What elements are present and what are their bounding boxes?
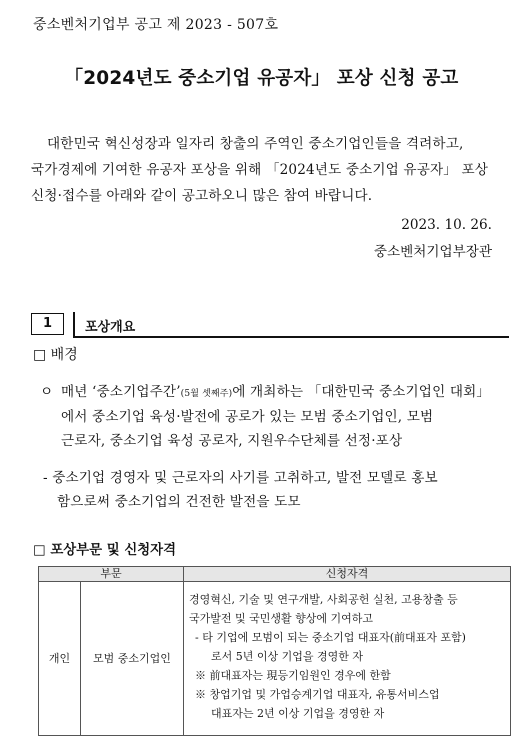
row-subcategory: 모범 중소기업인 — [81, 582, 184, 736]
criteria-line: - 타 기업에 모범이 되는 중소기업 대표자(前대표자 포함) — [195, 631, 466, 644]
header-category: 부문 — [39, 567, 184, 582]
bullet-line-2: 에서 중소기업 육성·발전에 공로가 있는 모범 중소기업인, 모범 — [61, 409, 434, 425]
table-header-row — [39, 567, 511, 582]
header-criteria: 신청자격 — [184, 567, 511, 582]
intro-line-2: 국가경제에 기여한 유공자 포상을 위해 「2024년도 중소기업 유공자」 포상 — [31, 162, 489, 178]
page-title: 「2024년도 중소기업 유공자」 포상 신청 공고 — [64, 68, 459, 89]
section-underline — [73, 336, 509, 338]
table-row — [39, 582, 511, 736]
section-title: 포상개요 — [85, 320, 136, 335]
row-criteria — [184, 582, 511, 736]
intro-line-1: 대한민국 혁신성장과 일자리 창출의 주역인 중소기업인들을 격려하고, — [47, 136, 464, 152]
bullet-text-a: 매년 ‘중소기업주간’ — [61, 384, 181, 400]
awards-table — [38, 566, 511, 736]
document-number: 중소벤처기업부 공고 제 2023 - 507호 — [33, 17, 279, 33]
dash-line-1: - 중소기업 경영자 및 근로자의 사기를 고취하고, 발전 모델로 홍보 — [43, 470, 438, 486]
awards-heading: □ 포상부문 및 신청자격 — [33, 543, 177, 558]
dash-line-2: 함으로써 중소기업의 건전한 발전을 도모 — [57, 494, 301, 510]
intro-line-3: 신청·접수를 아래와 같이 공고하오니 많은 참여 바랍니다. — [31, 188, 373, 204]
bullet-text-b: 에 개최하는 「대한민국 중소기업인 대회」 — [232, 384, 491, 400]
section-divider — [73, 312, 75, 336]
section-number: 1 — [31, 313, 64, 335]
issuer: 중소벤처기업부장관 — [373, 244, 492, 260]
criteria-line: 국가발전 및 국민생활 향상에 기여하고 — [189, 612, 374, 625]
criteria-line: 경영혁신, 기술 및 연구개발, 사회공헌 실천, 고용창출 등 — [189, 593, 458, 606]
criteria-line: 로서 5년 이상 기업을 경영한 자 — [211, 650, 363, 663]
background-heading: □ 배경 — [33, 347, 78, 363]
criteria-note: ※ 前대표자는 現등기임원인 경우에 한함 — [195, 669, 391, 682]
criteria-line: 대표자는 2년 이상 기업을 경영한 자 — [211, 707, 385, 720]
row-category: 개인 — [39, 582, 81, 736]
criteria-note: ※ 창업기업 및 가업승계기업 대표자, 유통서비스업 — [195, 688, 440, 701]
bullet-small-note: (5월 셋째주) — [180, 389, 233, 399]
bullet-line-1 — [61, 380, 490, 400]
announcement-date: 2023. 10. 26. — [401, 217, 492, 233]
bullet-marker: ㅇ — [40, 384, 54, 400]
bullet-line-3: 근로자, 중소기업 육성 공로자, 지원우수단체를 선정·포상 — [61, 433, 403, 449]
